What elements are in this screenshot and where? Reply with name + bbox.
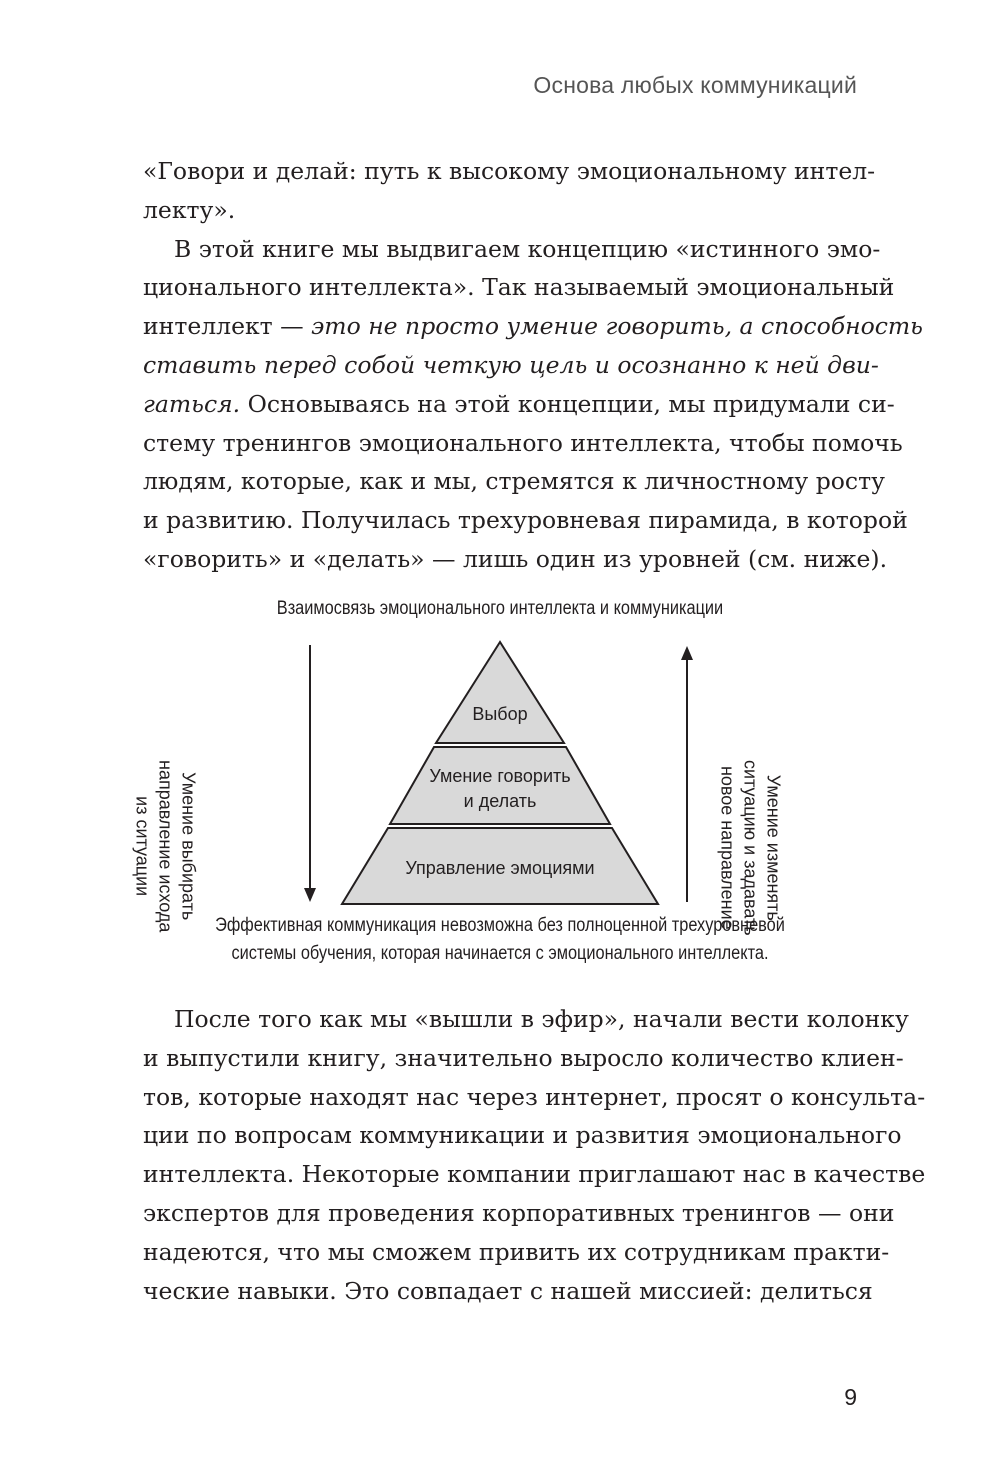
text-line: и развитию. Получилась трехуровневая пирамида, в которой xyxy=(143,506,908,535)
text-line: ческие навыки. Это совпадает с нашей миссией: делиться xyxy=(143,1276,873,1305)
text-line: В этой книге мы выдвигаем концепцию «истинного эмо- xyxy=(174,234,881,263)
figure-title: Взаимосвязь эмоционального интеллекта и коммуникации xyxy=(276,598,724,619)
text-line: тов, которые находят нас через интернет, просят о консульта- xyxy=(143,1082,926,1111)
figure-caption xyxy=(0,912,1000,968)
text-line xyxy=(143,385,895,424)
text-line: «говорить» и «делать» — лишь один из уровней (см. ниже). xyxy=(143,544,888,573)
text-line: надеются, что мы сможем привить их сотрудникам практи- xyxy=(143,1237,890,1266)
text-line xyxy=(143,307,923,346)
text-line: После того как мы «вышли в эфир», начали вести колонку xyxy=(174,1005,909,1033)
left-label-line: из ситуации xyxy=(132,796,153,897)
text-fragment: Основываясь на этой концепции, мы придумали си- xyxy=(240,389,895,418)
body-text-bottom xyxy=(143,1000,926,1310)
text-line: экспертов для проведения корпоративных тренингов — они xyxy=(143,1198,895,1227)
right-side-label xyxy=(716,760,785,936)
text-line: ционального интеллекта». Так называемый эмоциональный xyxy=(143,273,895,302)
text-fragment: интеллект — xyxy=(143,312,312,341)
left-side-label xyxy=(131,760,200,932)
page-number: 9 xyxy=(844,1384,857,1410)
left-label-line: направление исхода xyxy=(155,760,176,933)
right-label-line: Умение изменять xyxy=(763,774,784,921)
text-line: людям, которые, как и мы, стремятся к личностному росту xyxy=(143,467,885,496)
tier-label-bottom: Управление эмоциями xyxy=(405,858,595,878)
text-line: стему тренингов эмоционального интеллекта, чтобы помочь xyxy=(143,428,903,457)
left-down-arrowhead xyxy=(304,888,316,902)
left-label-line: Умение выбирать xyxy=(178,772,199,921)
text-line: лекту». xyxy=(143,195,236,224)
body-text-top xyxy=(143,152,923,579)
italic-fragment: это не просто умение говорить, а способность xyxy=(311,312,923,341)
pyramid-tier-top xyxy=(436,642,564,743)
italic-fragment: гаться. xyxy=(143,389,241,418)
caption-line: системы обучения, которая начинается с эмоционального интеллекта. xyxy=(231,943,769,964)
text-line: ставить перед собой четкую цель и осознанно к ней дви- xyxy=(143,350,879,379)
right-up-arrowhead xyxy=(681,646,693,660)
tier-label-middle-1: Умение говорить xyxy=(429,766,571,786)
caption-line: Эффективная коммуникация невозможна без полноценной трехуровневой xyxy=(215,915,785,936)
running-title: Основа любых коммуникаций xyxy=(533,72,857,98)
right-label-line: новое направление xyxy=(717,765,738,930)
text-line: интеллекта. Некоторые компании приглашают нас в качестве xyxy=(143,1160,926,1189)
tier-label-top: Выбор xyxy=(472,704,528,724)
text-line: и выпустили книгу, значительно выросло количество клиен- xyxy=(143,1043,904,1072)
right-label-line: ситуацию и задавать xyxy=(740,760,761,936)
tier-label-middle-2: и делать xyxy=(463,791,537,811)
text-line: «Говори и делай: путь к высокому эмоциональному интел- xyxy=(143,157,876,185)
text-line: ции по вопросам коммуникации и развития эмоционального xyxy=(143,1121,902,1150)
